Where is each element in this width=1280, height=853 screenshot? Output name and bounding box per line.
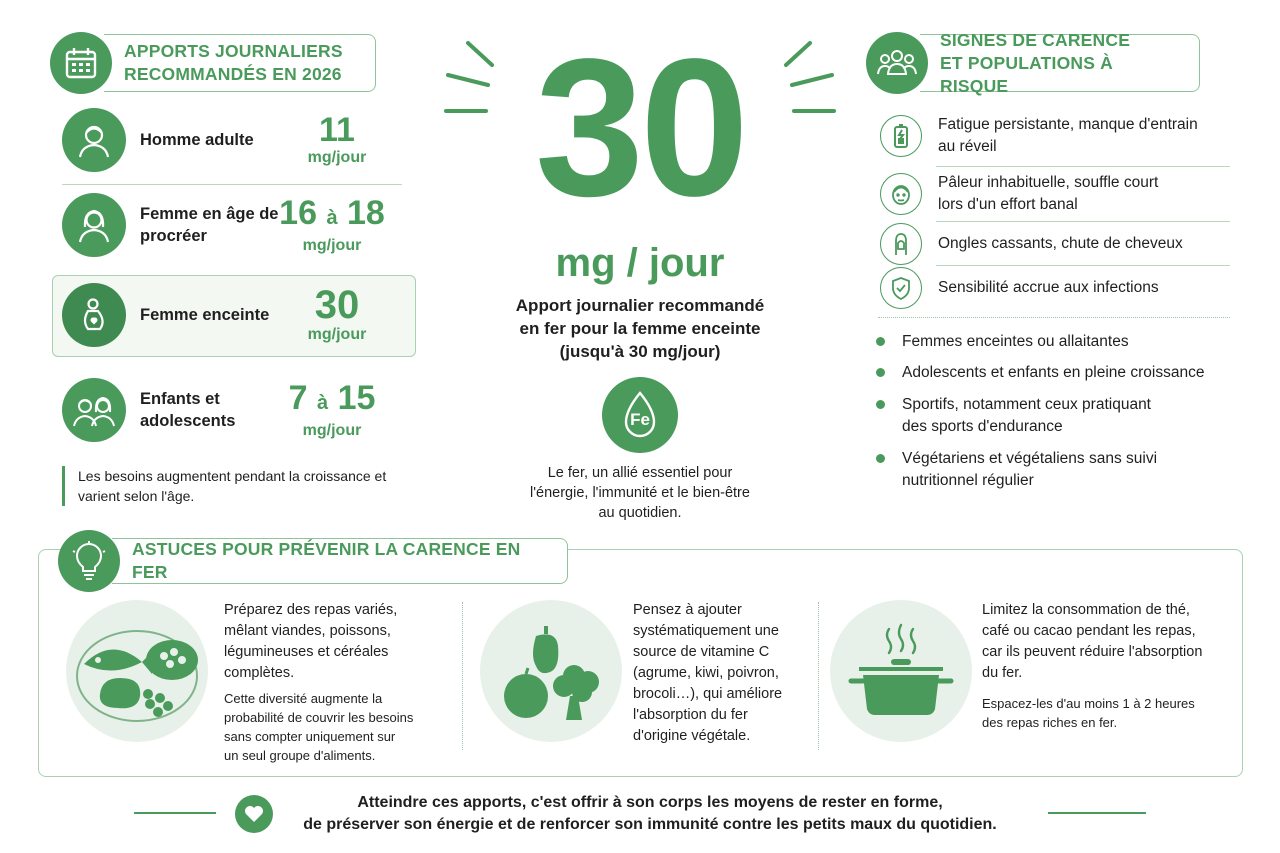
- shield-icon: [880, 267, 922, 309]
- deficiency-header: [866, 29, 1200, 96]
- food-plate-icon: [66, 600, 208, 742]
- sign-item: [880, 172, 1230, 216]
- heart-icon: [235, 795, 273, 833]
- tip-line: car ils peuvent réduire l'absorption: [982, 644, 1203, 660]
- deficiency-title-2: ET POPULATIONS À RISQUE: [940, 52, 1114, 96]
- caption-line: en fer pour la femme enceinte: [519, 319, 761, 338]
- bullet-icon: [876, 454, 885, 463]
- big-number: 30: [534, 18, 745, 237]
- intake-label: Homme adulte: [140, 131, 254, 149]
- tip-line: Limitez la consommation de thé,: [982, 602, 1190, 618]
- sign-item: [880, 267, 1230, 309]
- intake-row-adult-man: [62, 108, 402, 172]
- daily-intake-title-2: RECOMMANDÉS EN 2026: [124, 64, 342, 84]
- sign-text: lors d'un effort banal: [938, 196, 1078, 213]
- sign-text: Pâleur inhabituelle, souffle court: [938, 174, 1159, 191]
- risk-population-item: [876, 362, 1204, 384]
- sign-item: [880, 223, 1230, 265]
- tip-line: Espacez-les d'au moins 1 à 2 heures: [982, 696, 1195, 711]
- tip-line: café ou cacao pendant les repas,: [982, 623, 1196, 639]
- intake-value-from: 16: [279, 193, 317, 232]
- population-text: Végétariens et végétaliens sans suivi: [902, 450, 1158, 467]
- tip-divider: [818, 602, 819, 750]
- tip-line: des repas riches en fer.: [982, 715, 1118, 730]
- bullet-icon: [876, 368, 885, 377]
- tip-line: probabilité de couvrir les besoins: [224, 710, 414, 725]
- intake-row-children: [62, 378, 402, 442]
- tip-line: mêlant viandes, poissons,: [224, 623, 391, 639]
- intake-value: 11: [319, 111, 355, 149]
- nail-icon: [880, 223, 922, 265]
- lightbulb-icon: [58, 530, 120, 592]
- intake-value-to: 15: [337, 378, 376, 417]
- daily-intake-title-1: APPORTS JOURNALIERS: [124, 41, 343, 61]
- footer-message: [270, 792, 1030, 836]
- intake-unit: mg/jour: [302, 236, 362, 254]
- row-divider: [62, 184, 402, 185]
- center-tagline: [480, 463, 800, 523]
- tip-line: l'absorption du fer: [633, 707, 748, 723]
- center-caption: [470, 294, 810, 363]
- risk-population-item: [876, 331, 1129, 353]
- intake-unit: mg/jour: [302, 421, 362, 439]
- tagline-line: l'énergie, l'immunité et le bien-être: [530, 485, 750, 501]
- man-icon: [62, 108, 126, 172]
- pregnant-woman-icon: [62, 283, 126, 347]
- footer-line-right: [1048, 812, 1146, 814]
- vegetables-icon: [480, 600, 622, 742]
- tip-line: systématiquement une: [633, 623, 779, 639]
- tip-sub-text: [982, 694, 1237, 732]
- tip-line: complètes.: [224, 665, 295, 681]
- caption-line: Apport journalier recommandé: [515, 296, 765, 315]
- intake-value: 30: [314, 283, 360, 327]
- intake-row-woman: [62, 193, 402, 257]
- sign-text: Ongles cassants, chute de cheveux: [938, 235, 1183, 252]
- tips-title: ASTUCES POUR PRÉVENIR LA CARENCE EN FER: [132, 539, 521, 582]
- population-text: Sportifs, notamment ceux pratiquant: [902, 396, 1151, 413]
- population-text: Adolescents et enfants en pleine croissance: [902, 364, 1205, 381]
- children-icon: [62, 378, 126, 442]
- intake-value-sep: à: [316, 391, 329, 414]
- footer-line: Atteindre ces apports, c'est offrir à son corps les moyens de rester en forme,: [357, 794, 943, 811]
- population-text: nutritionnel régulier: [902, 472, 1034, 489]
- intake-row-pregnant-woman: [62, 283, 402, 347]
- tip-divider: [462, 602, 463, 750]
- iron-drop-icon: [602, 377, 678, 453]
- intake-value-to: 18: [347, 193, 385, 232]
- woman-icon: [62, 193, 126, 257]
- tip-line: source de vitamine C: [633, 644, 770, 660]
- tip-sub-text: [224, 689, 454, 765]
- bullet-icon: [876, 337, 885, 346]
- caption-line: (jusqu'à 30 mg/jour): [559, 342, 721, 361]
- intake-label: Femme enceinte: [140, 306, 270, 324]
- tip-line: Pensez à ajouter: [633, 602, 742, 618]
- growth-note: Les besoins augmentent pendant la croissance et varient selon l'âge.: [78, 468, 387, 504]
- tip-line: (agrume, kiwi, poivron,: [633, 665, 779, 681]
- sign-text: Fatigue persistante, manque d'entrain: [938, 116, 1198, 133]
- calendar-icon: [50, 32, 112, 94]
- risk-population-item: [876, 394, 1151, 438]
- tips-header: [58, 530, 568, 592]
- tip-line: brocoli…), qui améliore: [633, 686, 783, 702]
- daily-intake-header: [50, 32, 376, 94]
- tip-main-text: [982, 600, 1237, 684]
- intake-label: Femme en âge de procréer: [140, 205, 279, 245]
- tip-main-text: [633, 600, 813, 747]
- tip-line: un seul groupe d'aliments.: [224, 748, 376, 763]
- sign-divider: [936, 166, 1230, 167]
- tip-line: Cette diversité augmente la: [224, 691, 383, 706]
- note-bar: [62, 466, 65, 506]
- section-divider: [878, 317, 1230, 318]
- intake-value-sep: à: [326, 206, 338, 229]
- sign-text: au réveil: [938, 138, 997, 155]
- cooking-pot-icon: [830, 600, 972, 742]
- tip-main-text: [224, 600, 454, 684]
- tip-line: du fer.: [982, 665, 1023, 681]
- group-icon: [866, 32, 928, 94]
- tagline-line: au quotidien.: [598, 505, 682, 521]
- tip-line: sans compter uniquement sur: [224, 729, 396, 744]
- population-text: Femmes enceintes ou allaitantes: [902, 333, 1129, 350]
- sign-item: [880, 114, 1230, 158]
- footer-line-left: [134, 812, 216, 814]
- sign-divider: [936, 265, 1230, 266]
- sign-text: Sensibilité accrue aux infections: [938, 279, 1159, 296]
- intake-unit: mg/jour: [307, 326, 367, 343]
- face-icon: [880, 173, 922, 215]
- deficiency-title-1: SIGNES DE CARENCE: [940, 29, 1131, 50]
- tip-line: légumineuses et céréales: [224, 644, 389, 660]
- sign-divider: [936, 221, 1230, 222]
- big-unit: mg / jour: [555, 241, 725, 285]
- tip-line: Préparez des repas variés,: [224, 602, 398, 618]
- tagline-line: Le fer, un allié essentiel pour: [547, 465, 733, 481]
- tip-line: d'origine végétale.: [633, 728, 751, 744]
- risk-population-item: [876, 448, 1157, 492]
- population-text: des sports d'endurance: [902, 418, 1063, 435]
- bullet-icon: [876, 400, 885, 409]
- intake-label: Enfants et adolescents: [140, 390, 236, 430]
- footer-line: de préserver son énergie et de renforcer son immunité contre les petits maux du quotidien.: [303, 816, 997, 833]
- intake-unit: mg/jour: [307, 149, 367, 166]
- fe-symbol: Fe: [630, 410, 650, 429]
- battery-icon: [880, 115, 922, 157]
- intake-value-from: 7: [288, 378, 308, 417]
